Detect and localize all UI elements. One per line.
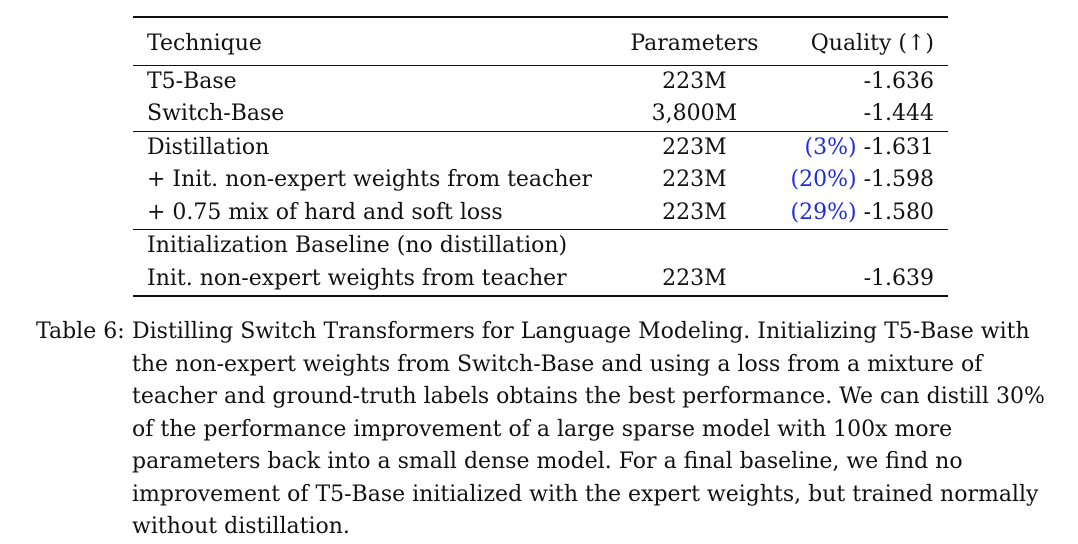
table-caption: [36, 316, 1046, 544]
quality-improvement-pct: (3%): [804, 134, 857, 160]
cell-technique: Init. non-expert weights from teacher: [147, 265, 567, 291]
quality-value: -1.636: [863, 68, 934, 94]
header-technique: Technique: [147, 31, 262, 56]
cell-quality: [777, 197, 949, 230]
cell-technique: + 0.75 mix of hard and soft loss: [147, 199, 503, 225]
cell-technique: Initialization Baseline (no distillation): [147, 233, 568, 258]
quality-value: -1.580: [863, 199, 934, 225]
results-table-container: [133, 16, 948, 297]
cell-quality: [777, 230, 949, 263]
cell-parameters: 223M: [662, 265, 727, 291]
cell-parameters: 223M: [662, 199, 727, 225]
caption-label: Table 6:: [36, 319, 125, 344]
table-row: [133, 197, 948, 230]
cell-quality: [777, 263, 949, 297]
cell-parameters: 3,800M: [651, 101, 738, 126]
quality-value: -1.444: [863, 101, 934, 126]
table-row: [133, 131, 948, 164]
cell-parameters: 223M: [662, 134, 727, 160]
cell-quality: [777, 164, 949, 197]
table-row: [133, 263, 948, 297]
cell-technique: Distillation: [147, 134, 270, 160]
cell-technique: Switch-Base: [147, 101, 285, 126]
table-row: [133, 230, 948, 263]
quality-value: -1.598: [863, 167, 934, 192]
table-header-row: [133, 17, 948, 65]
quality-improvement-pct: (20%): [790, 167, 857, 192]
cell-parameters: 223M: [662, 68, 727, 94]
caption-text: Distilling Switch Transformers for Language Modeling. Initializing T5-Base with the non-expert weights from Switch-Base and using a loss from a mixture of teacher and ground-truth labels obtains the best performance. We can distill 30% of the performance improvement of a large sparse model with 100x more parameters back into a small dense model. For a final baseline, we find no improvement of T5-Base initialized with the expert weights, but trained normally without distillation.: [132, 319, 1045, 539]
table-row: [133, 98, 948, 131]
cell-quality: [777, 98, 949, 131]
cell-parameters: [612, 230, 776, 263]
cell-quality: [777, 65, 949, 98]
cell-technique: T5-Base: [147, 68, 237, 94]
quality-value: -1.631: [863, 134, 934, 160]
quality-improvement-pct: (29%): [790, 199, 857, 225]
cell-technique: + Init. non-expert weights from teacher: [147, 167, 593, 192]
table-row: [133, 164, 948, 197]
header-quality: Quality (↑): [810, 31, 934, 56]
distillation-results-table: [133, 16, 948, 297]
quality-value: -1.639: [863, 265, 934, 291]
header-parameters: Parameters: [630, 31, 759, 56]
cell-parameters: 223M: [662, 167, 727, 192]
cell-quality: [777, 131, 949, 164]
table-row: [133, 65, 948, 98]
